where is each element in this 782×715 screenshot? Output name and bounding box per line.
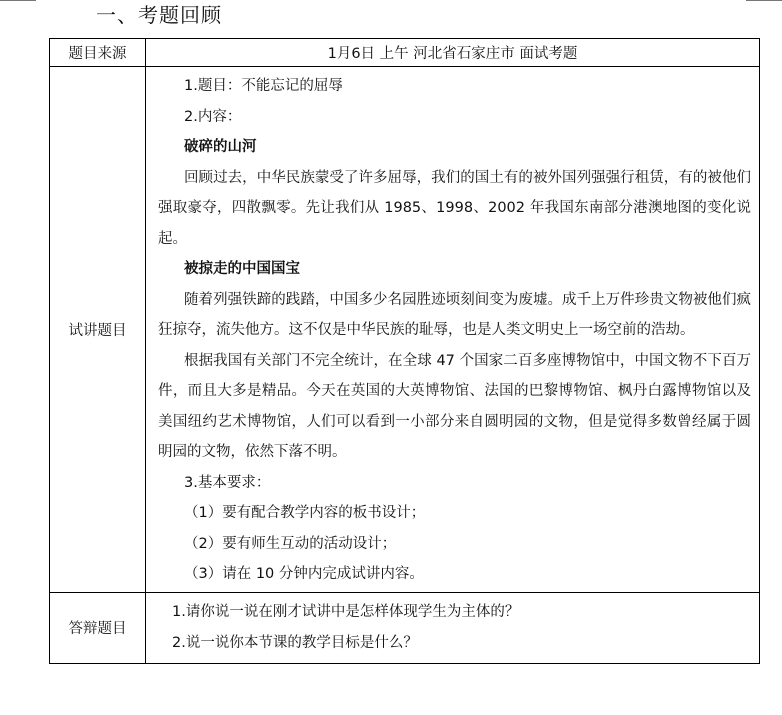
corner-line-left [0,0,36,1]
subheading-broken-land: 破碎的山河 [184,139,257,155]
source-label: 题目来源 [50,39,146,67]
requirements-heading: 3.基本要求： [184,474,271,491]
requirement-3: （3）请在 10 分钟内完成试讲内容。 [184,566,424,582]
reply-label: 答辩题目 [50,592,146,663]
corner-line-right [746,0,782,1]
lecture-label: 试讲题目 [50,67,146,593]
lecture-row [50,67,760,593]
lecture-content [146,67,760,593]
reply-question-2: 2.说一说你本节课的教学目标是什么？ [172,634,418,651]
topic-line: 1.题目：不能忘记的屈辱 [184,78,343,94]
reply-question-1: 1.请你说一说在刚才试讲中是怎样体现学生为主体的？ [172,603,520,620]
paragraph-2: 随着列强铁蹄的践踏，中国多少名园胜迹顷刻间变为废墟。成千上万件珍贵文物被他们疯狂掠夺，流失他方。这不仅是中华民族的耻辱，也是人类文明史上一场空前的浩劫。 [158,291,751,338]
exam-table [49,38,760,664]
requirement-1: （1）要有配合教学内容的板书设计； [184,505,426,521]
reply-content [146,592,760,663]
section-title: 一、考题回顾 [96,3,222,27]
source-value: 1月6日 上午 河北省石家庄市 面试考题 [146,39,760,67]
requirement-2: （2）要有师生互动的活动设计； [184,535,397,552]
paragraph-3: 根据我国有关部门不完全统计，在全球 47 个国家二百多座博物馆中，中国文物不下百万件，而且大多是精品。今天在英国的大英博物馆、法国的巴黎博物馆、枫丹白露博物馆以及美国纽约艺术博物馆，人们可以看到一小部分来自圆明园的文物，但是觉得多数曾经属于圆明园的文物，依然下落不明。 [158,352,751,460]
reply-row [50,592,760,663]
content-heading: 2.内容： [184,108,242,125]
subheading-treasures: 被掠走的中国国宝 [184,261,300,277]
source-row [50,39,760,67]
paragraph-1: 回顾过去，中华民族蒙受了许多屈辱，我们的国土有的被外国列强强行租赁，有的被他们强取豪夺，四散飘零。先让我们从 1985、1998、2002 年我国东南部分港澳地图的变化说起。 [158,169,751,247]
